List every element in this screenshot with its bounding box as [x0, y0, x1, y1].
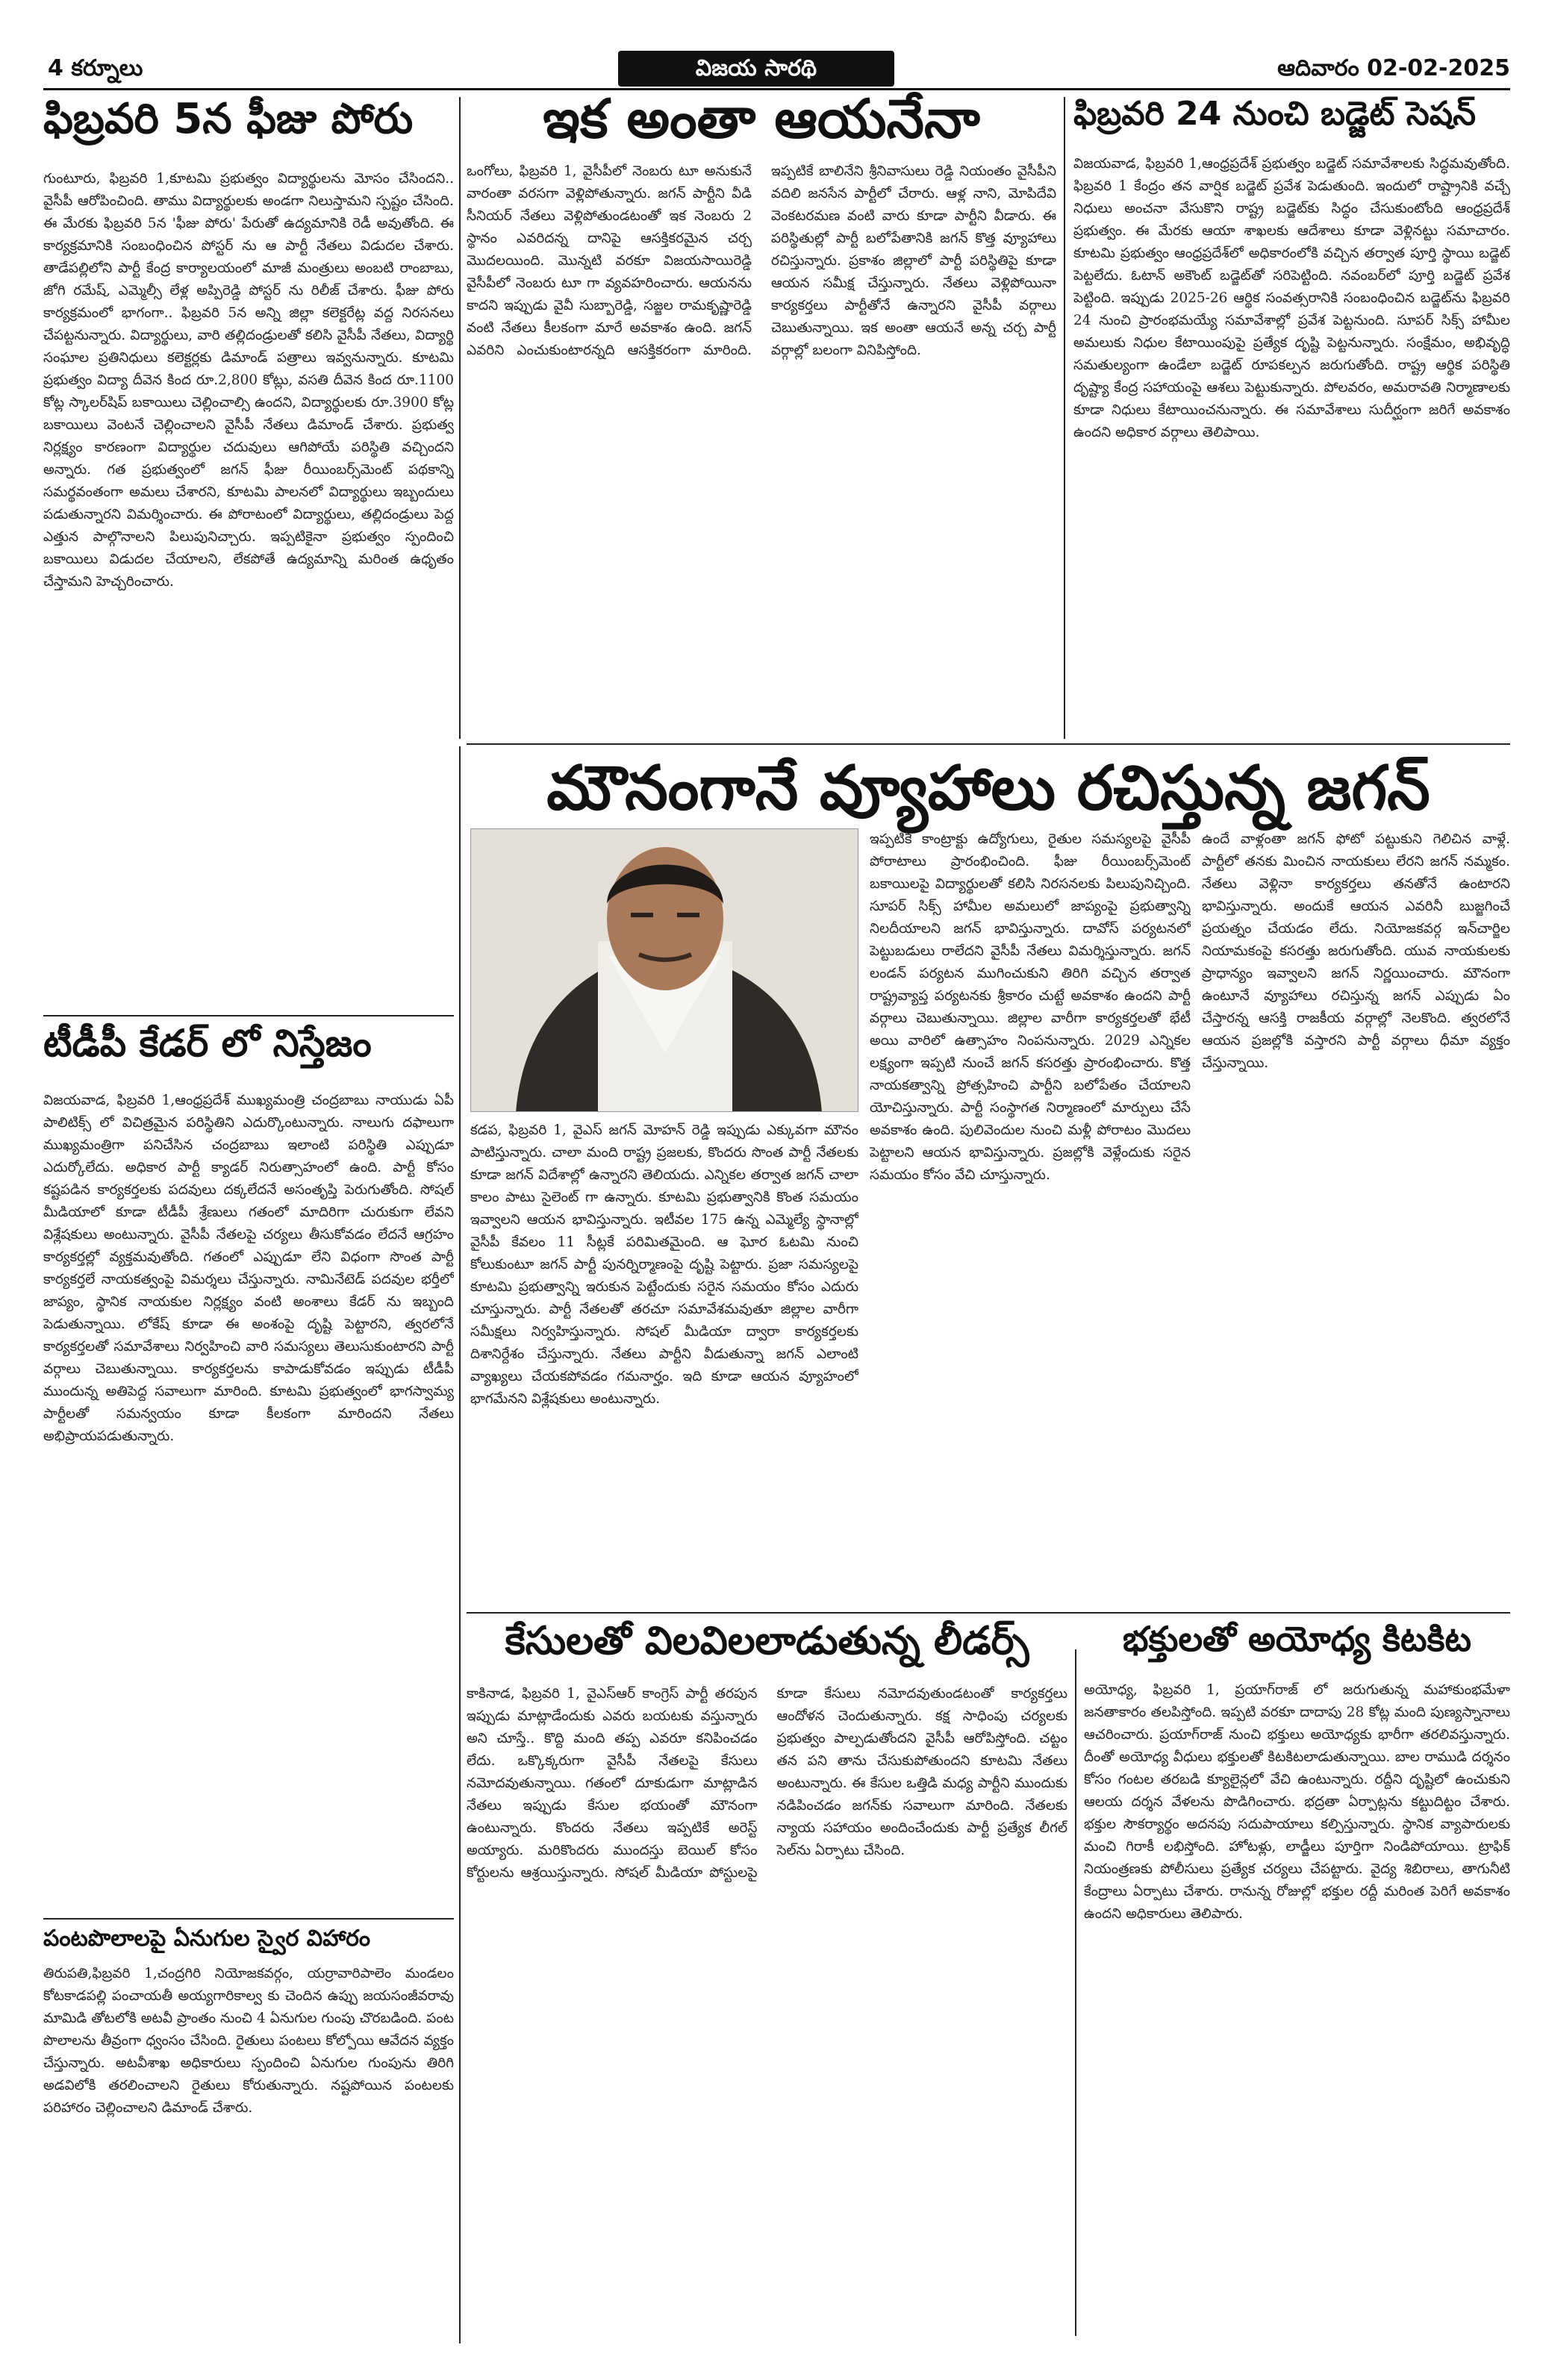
article-body-budget: విజయవాడ, ఫిబ్రవరి 1,ఆంధ్రప్రదేశ్ ప్రభుత్వం బడ్జెట్ సమావేశాలకు సిద్ధమవుతోంది. ఫిబ్రవరి 1 కేంద్రం తన వార్షిక బడ్జెట్ ప్రవేశ పెడుతుంది. ఇందులో రాష్ట్రానికి వచ్చే నిధులు అంచనా వేసుకొని రాష్ట్ర బడ్జెట్‌కు సిద్ధం చేసుకుంటోంది ఆంధ్రప్రదేశ్ ప్రభుత్వం. ఈ మేరకు ఆయా శాఖలకు ఆదేశాలు కూడా వెళ్లినట్టు సమాచారం. కూటమి ప్రభుత్వం ఆంధ్రప్రదేశ్‌లో అధికారంలోకి వచ్చిన తర్వాత పూర్తి స్థాయి బడ్జెట్ పెట్టలేదు. ఓటాన్ అకౌంట్ బడ్జెట్‌తో సరిపెట్టింది. నవంబర్‌లో పూర్తి బడ్జెట్ ప్రవేశ పెట్టింది. ఇప్పుడు 2025-26 ఆర్థిక సంవత్సరానికి సంబంధించిన బడ్జెట్‌ను ఫిబ్రవరి 24 నుంచి ప్రారంభమయ్యే సమావేశాల్లో ప్రవేశ పెట్టనుంది. సూపర్ సిక్స్ హామీల అమలుకు నిధుల కేటాయింపుపై ప్రత్యేక దృష్టి పెట్టనున్నారు. సంక్షేమం, అభివృద్ధి సమతుల్యంగా ఉండేలా బడ్జెట్ రూపకల్పన జరుగుతోంది. రాష్ట్ర ఆర్థిక పరిస్థితి దృష్ట్యా కేంద్ర సహాయంపై ఆశలు పెట్టుకున్నారు. పోలవరం, అమరావతి నిర్మాణాలకు కూడా నిధులు కేటాయించనున్నారు. ఈ సమావేశాలు సుదీర్ఘంగా జరిగే అవకాశం ఉందని అధికార వర్గాలు తెలిపాయి. [1073, 156, 1510, 440]
page-section-label: 4 కర్నూలు [48, 55, 143, 81]
article-body-tdp-cadre: విజయవాడ, ఫిబ్రవరి 1,ఆంధ్రప్రదేశ్ ముఖ్యమంత్రి చంద్రబాబు నాయుడు ఏపీ పాలిటిక్స్ లో విచిత్రమైన పరిస్థితిని ఎదుర్కొంటున్నారు. నాలుగు దఫాలుగా ముఖ్యమంత్రిగా పనిచేసిన చంద్రబాబు ఇలాంటి పరిస్థితి ఎప్పుడూ ఎదుర్కోలేదు. అధికార పార్టీ క్యాడర్ నిరుత్సాహంలో ఉంది. పార్టీ కోసం కష్టపడిన కార్యకర్తలకు పదవులు దక్కలేదనే అసంతృప్తి పెరుగుతోంది. సోషల్ మీడియాలో కూడా టీడీపీ శ్రేణులు గతంలో మాదిరిగా చురుకుగా లేవని విశ్లేషకులు అంటున్నారు. వైసీపీ నేతలపై చర్యలు తీసుకోవడం లేదనే ఆగ్రహం కార్యకర్తల్లో వ్యక్తమవుతోంది. గతంలో ఎప్పుడూ లేని విధంగా సొంత పార్టీ కార్యకర్తలే నాయకత్వంపై విమర్శలు చేస్తున్నారు. నామినేటెడ్ పదవుల భర్తీలో జాప్యం, స్థానిక నాయకుల నిర్లక్ష్యం వంటి అంశాలు కేడర్ ను ఇబ్బంది పెడుతున్నాయి. లోకేష్ కూడా ఈ అంశంపై దృష్టి పెట్టారని, త్వరలోనే కార్యకర్తలతో సమావేశాలు నిర్వహించి వారి సమస్యలు తెలుసుకుంటారని పార్టీ వర్గాలు చెబుతున్నాయి. కార్యకర్తలను కాపాడుకోవడం ఇప్పుడు టీడీపీ ముందున్న అతిపెద్ద సవాలుగా మారింది. కూటమి ప్రభుత్వంలో భాగస్వామ్య పార్టీలతో సమన్వయం కూడా కీలకంగా మారిందని నేతలు అభిప్రాయపడుతున్నారు. [43, 1093, 454, 1444]
section-rule [467, 1612, 1510, 1614]
jagan-photo [470, 828, 858, 1112]
headline-jagan-strategy: మౌనంగానే వ్యూహాలు రచిస్తున్న జగన్ [546, 753, 1430, 824]
headline-tdp-cadre: టీడీపీ కేడర్ లో నిస్తేజం [43, 1022, 372, 1065]
headline-all-him: ఇక అంతా ఆయనేనా [543, 87, 980, 150]
headline-leaders-cases: కేసులతో విలవిలలాడుతున్న లీడర్స్ [505, 1619, 1029, 1664]
article-body-jagan-right: ఉందే వాళ్లంతా జగన్ ఫోటో పట్టుకుని గెలిచిన వాళ్లే. పార్టీలో తనకు మించిన నాయకులు లేరని జగన్ నమ్మకం. నేతలు వెళ్లినా కార్యకర్తలు తనతోనే ఉంటారని భావిస్తున్నారు. అందుకే ఆయన ఎవరినీ బుజ్జగించే ప్రయత్నం చేయడం లేదు. నియోజకవర్గ ఇన్‌చార్జిల నియామకంపై కసరత్తు జరుగుతోంది. యువ నాయకులకు ప్రాధాన్యం ఇవ్వాలని జగన్ నిర్ణయించారు. మౌనంగా ఉంటూనే వ్యూహాలు రచిస్తున్న జగన్ ఎప్పుడు ఏం చేస్తారన్న ఆసక్తి రాజకీయ వర్గాల్లో నెలకొంది. త్వరలోనే ఆయన ప్రజల్లోకి వస్తారని పార్టీ వర్గాలు ధీమా వ్యక్తం చేస్తున్నాయి. [1202, 831, 1510, 1071]
column-divider [459, 97, 461, 739]
headline-elephants: పంటపొలాలపై ఏనుగుల స్వైర విహారం [43, 1925, 371, 1952]
section-rule [43, 1918, 454, 1920]
newspaper-title: విజయ సారథి [618, 51, 894, 87]
article-body-jagan-left: కడప, ఫిబ్రవరి 1, వైఎస్ జగన్ మోహన్ రెడ్డి ఇప్పుడు ఎక్కువగా మౌనం పాటిస్తున్నారు. చాలా మంది రాష్ట్ర ప్రజలకు, కొందరు సొంత పార్టీ నేతలకు కూడా జగన్ విదేశాల్లో ఉన్నారని తెలియదు. ఎన్నికల తర్వాత జగన్ చాలా కాలం పాటు సైలెంట్ గా ఉన్నారు. కూటమి ప్రభుత్వానికి కొంత సమయం ఇవ్వాలని ఆయన భావిస్తున్నారు. ఇటీవల 175 ఉన్న ఎమ్మెల్యే స్థానాల్లో వైసీపీ కేవలం 11 సీట్లకే పరిమితమైంది. ఆ ఘోర ఓటమి నుంచి కోలుకుంటూ జగన్ పార్టీ పునర్నిర్మాణంపై దృష్టి పెట్టారు. ప్రజా సమస్యలపై కూటమి ప్రభుత్వాన్ని ఇరుకున పెట్టేందుకు సరైన సమయం కోసం ఎదురు చూస్తున్నారు. పార్టీ నేతలతో తరచూ సమావేశమవుతూ జిల్లాల వారీగా సమీక్షలు నిర్వహిస్తున్నారు. సోషల్ మీడియా ద్వారా కార్యకర్తలకు దిశానిర్దేశం చేస్తున్నారు. నేతలు పార్టీని వీడుతున్నా జగన్ ఎలాంటి వ్యాఖ్యలు చేయకపోవడం గమనార్హం. ఇది కూడా ఆయన వ్యూహంలో భాగమేనని విశ్లేషకులు అంటున్నారు. [470, 1122, 858, 1407]
headline-fee-fight: ఫిబ్రవరి 5న ఫీజు పోరు [43, 95, 414, 143]
article-body-elephants: తిరుపతి,ఫిబ్రవరి 1,చంద్రగిరి నియోజకవర్గం, యర్రావారిపాలెం మండలం కోటకాడపల్లి పంచాయతీ అయ్యగారికాల్వ కు చెందిన ఉప్పు జయసంజీవరావు మామిడి తోటలోకి అటవీ ప్రాంతం నుంచి 4 ఏనుగుల గుంపు చొరబడింది. పంట పొలాలను తీవ్రంగా ధ్వంసం చేసింది. రైతులు పంటలు కోల్పోయి ఆవేదన వ్యక్తం చేస్తున్నారు. అటవీశాఖ అధికారులు స్పందించి ఏనుగుల గుంపును తిరిగి అడవిలోకి తరలించాలని రైతులు కోరుతున్నారు. నష్టపోయిన పంటలకు పరిహారం చెల్లించాలని డిమాండ్ చేశారు. [43, 1966, 454, 2116]
article-body-leaders-cases: కాకినాడ, ఫిబ్రవరి 1, వైఎస్ఆర్ కాంగ్రెస్ పార్టీ తరపున ఇప్పుడు మాట్లాడేందుకు ఎవరు బయటకు వస్తున్నారు అని చూస్తే.. కొద్ది మంది తప్ప ఎవరూ కనిపించడం లేదు. ఒక్కొక్కరుగా వైసీపీ నేతలపై కేసులు నమోదవుతున్నాయి. గతంలో దూకుడుగా మాట్లాడిన నేతలు ఇప్పుడు కేసుల భయంతో మౌనంగా ఉంటున్నారు. కొందరు నేతలు ఇప్పటికే అరెస్ట్ అయ్యారు. మరికొందరు ముందస్తు బెయిల్ కోసం కోర్టులను ఆశ్రయిస్తున్నారు. సోషల్ మీడియా పోస్టులపై కూడా కేసులు నమోదవుతుండటంతో కార్యకర్తలు ఆందోళన చెందుతున్నారు. కక్ష సాధింపు చర్యలకు ప్రభుత్వం పాల్పడుతోందని వైసీపీ ఆరోపిస్తోంది. చట్టం తన పని తాను చేసుకుపోతుందని కూటమి నేతలు అంటున్నారు. ఈ కేసుల ఒత్తిడి మధ్య పార్టీని ముందుకు నడిపించడం జగన్‌కు సవాలుగా మారింది. నేతలకు న్యాయ సహాయం అందించేందుకు పార్టీ ప్రత్యేక లీగల్ సెల్‌ను ఏర్పాటు చేసింది. [467, 1686, 1067, 1881]
masthead [43, 51, 1510, 90]
column-divider [1064, 97, 1065, 739]
portrait-illustration [471, 829, 858, 1112]
article-body-fee-fight: గుంటూరు, ఫిబ్రవరి 1,కూటమి ప్రభుత్వం విద్యార్థులను మోసం చేసిందని.. వైసీపీ ఆరోపించింది. తాము విద్యార్థులకు అండగా నిలుస్తామని స్పష్టం చేసింది. ఈ మేరకు ఫిబ్రవరి 5న 'ఫీజు పోరు' పేరుతో ఉద్యమానికి రెడీ అవుతోంది. ఈ కార్యక్రమానికి సంబంధించిన పోస్టర్ ను ఆ పార్టీ నేతలు విడుదల చేశారు. తాడేపల్లిలోని పార్టీ కేంద్ర కార్యాలయంలో మాజీ మంత్రులు అంబటి రాంబాబు, జోగి రమేష్, ఎమ్మెల్సీ లేళ్ల అప్పిరెడ్డి పోస్టర్ ను రిలీజ్ చేశారు. ఫీజు పోరు కార్యక్రమంలో భాగంగా.. ఫిబ్రవరి 5న అన్ని జిల్లా కలెక్టరేట్ల వద్ద నిరసనలు చేపట్టనున్నారు. విద్యార్థులు, వారి తల్లిదండ్రులతో కలిసి వైసీపీ నేతలు, విద్యార్థి సంఘాల ప్రతినిధులు కలెక్టర్లకు డిమాండ్ పత్రాలు ఇవ్వనున్నారు. కూటమి ప్రభుత్వం విద్యా దీవెన కింద రూ.2,800 కోట్లు, వసతి దీవెన కింద రూ.1100 కోట్ల స్కాలర్‌షిప్ బకాయిలు చెల్లించాల్సి ఉందని, విద్యార్థులకు రూ.3900 కోట్ల బకాయిలు వెంటనే చెల్లించాలని వైసీపీ నేతలు డిమాండ్ చేశారు. ప్రభుత్వ నిర్లక్ష్యం కారణంగా విద్యార్థుల చదువులు ఆగిపోయే పరిస్థితి వచ్చిందని అన్నారు. గత ప్రభుత్వంలో జగన్ ఫీజు రీయింబర్స్‌మెంట్ పథకాన్ని సమర్థవంతంగా అమలు చేశారని, కూటమి పాలనలో విద్యార్థులు ఇబ్బందులు పడుతున్నారని విమర్శించారు. ఈ పోరాటంలో విద్యార్థులు, తల్లిదండ్రులు పెద్ద ఎత్తున పాల్గొనాలని పిలుపునిచ్చారు. ఇప్పటికైనా ప్రభుత్వం స్పందించి బకాయిలు విడుదల చేయాలని, లేకపోతే ఉద్యమాన్ని మరింత ఉధృతం చేస్తామని హెచ్చరించారు. [43, 171, 454, 590]
section-rule [43, 1015, 454, 1016]
article-body-all-him: ఒంగోలు, ఫిబ్రవరి 1, వైసీపీలో నెంబరు టూ అనుకునే వారంతా వరసగా వెళ్లిపోతున్నారు. జగన్ పార్టీని వీడి సీనియర్ నేతలు వెళ్లిపోతుండటంతో ఇక నెంబరు 2 స్థానం ఎవరిదన్న దానిపై ఆసక్తికరమైన చర్చ మొదలయింది. మొన్నటి వరకూ విజయసాయిరెడ్డి వైసీపీలో నెంబరు టూ గా వ్యవహరించారు. ఆయనను కాదని ఇప్పుడు వైవీ సుబ్బారెడ్డి, సజ్జల రామకృష్ణారెడ్డి వంటి నేతలు కీలకంగా మారే అవకాశం ఉంది. జగన్ ఎవరిని ఎంచుకుంటారన్నది ఆసక్తికరంగా మారింది. ఇప్పటికే బాలినేని శ్రీనివాసులు రెడ్డి నియంతం వైసీపీని వదిలి జనసేన పార్టీలో చేరారు. ఆళ్ల నాని, మోపిదేవి వెంకటరమణ వంటి వారు కూడా పార్టీని వీడారు. ఈ పరిస్థితుల్లో పార్టీ బలోపేతానికి జగన్ కొత్త వ్యూహాలు రచిస్తున్నారు. ప్రకాశం జిల్లాలో పార్టీ పరిస్థితిపై కూడా ఆయన సమీక్ష చేస్తున్నారు. నేతలు వెళ్లిపోయినా కార్యకర్తలు పార్టీతోనే ఉన్నారని వైసీపీ వర్గాలు చెబుతున్నాయి. ఇక అంతా ఆయనే అన్న చర్చ పార్టీ వర్గాల్లో బలంగా వినిపిస్తోంది. [467, 163, 1056, 358]
column-divider [459, 746, 461, 2343]
headline-budget: ఫిబ్రవరి 24 నుంచి బడ్జెట్ సెషన్ [1073, 95, 1476, 133]
section-rule [467, 743, 1510, 745]
column-divider [1075, 1649, 1076, 2336]
article-body-ayodhya: అయోధ్య, ఫిబ్రవరి 1, ప్రయాగ్‌రాజ్ లో జరుగుతున్న మహాకుంభమేళా జనతాకారం తలపిస్తోంది. ఇప్పటి వరకూ దాదాపు 28 కోట్ల మంది పుణ్యస్నానాలు ఆచరించారు. ప్రయాగ్‌రాజ్ నుంచి భక్తులు అయోధ్యకు భారీగా తరలివస్తున్నారు. దీంతో అయోధ్య వీధులు భక్తులతో కిటకిటలాడుతున్నాయి. బాల రాముడి దర్శనం కోసం గంటల తరబడి క్యూలైన్లలో వేచి ఉంటున్నారు. రద్దీని దృష్టిలో ఉంచుకుని ఆలయ దర్శన వేళలను పొడిగించారు. భద్రతా ఏర్పాట్లను కట్టుదిట్టం చేశారు. భక్తుల సౌకర్యార్థం అదనపు సదుపాయాలు కల్పిస్తున్నారు. స్థానిక వ్యాపారులకు మంచి గిరాకీ లభిస్తోంది. హోటళ్లు, లాడ్జీలు పూర్తిగా నిండిపోయాయి. ట్రాఫిక్ నియంత్రణకు పోలీసులు ప్రత్యేక చర్యలు చేపట్టారు. వైద్య శిబిరాలు, తాగునీటి కేంద్రాలు ఏర్పాటు చేశారు. రానున్న రోజుల్లో భక్తుల రద్దీ మరింత పెరిగే అవకాశం ఉందని అధికారులు తెలిపారు. [1084, 1682, 1510, 1922]
article-body-jagan-mid: ఇప్పటికే కాంట్రాక్టు ఉద్యోగులు, రైతుల సమస్యలపై వైసీపీ పోరాటాలు ప్రారంభించింది. ఫీజు రీయింబర్స్‌మెంట్ బకాయిలపై విద్యార్థులతో కలిసి నిరసనలకు పిలుపునిచ్చింది. సూపర్ సిక్స్ హామీల అమలులో జాప్యంపై ప్రభుత్వాన్ని నిలదీయాలని జగన్ భావిస్తున్నారు. దావోస్ పర్యటనలో పెట్టుబడులు రాలేదని వైసీపీ నేతలు విమర్శిస్తున్నారు. జగన్ లండన్ పర్యటన ముగించుకుని తిరిగి వచ్చిన తర్వాత రాష్ట్రవ్యాప్త పర్యటనకు శ్రీకారం చుట్టే అవకాశం ఉందని పార్టీ వర్గాలు చెబుతున్నాయి. జిల్లాల వారీగా కార్యకర్తలతో భేటీ అయి వారిలో ఉత్సాహం నింపనున్నారు. 2029 ఎన్నికల లక్ష్యంగా ఇప్పటి నుంచే జగన్ కసరత్తు ప్రారంభించారు. కొత్త నాయకత్వాన్ని ప్రోత్సహించి పార్టీని బలోపేతం చేయాలని యోచిస్తున్నారు. పార్టీ సంస్థాగత నిర్మాణంలో మార్పులు చేసే అవకాశం ఉంది. పులివెందుల నుంచి మళ్లీ పోరాటం మొదలు పెట్టాలని ఆయన భావిస్తున్నారు. ప్రజల్లోకి వెళ్లేందుకు సరైన సమయం కోసం వేచి చూస్తున్నారు. [870, 831, 1191, 1183]
issue-date: ఆదివారం 02-02-2025 [1277, 55, 1510, 81]
headline-ayodhya: భక్తులతో అయోధ్య కిటకిట [1123, 1619, 1471, 1659]
